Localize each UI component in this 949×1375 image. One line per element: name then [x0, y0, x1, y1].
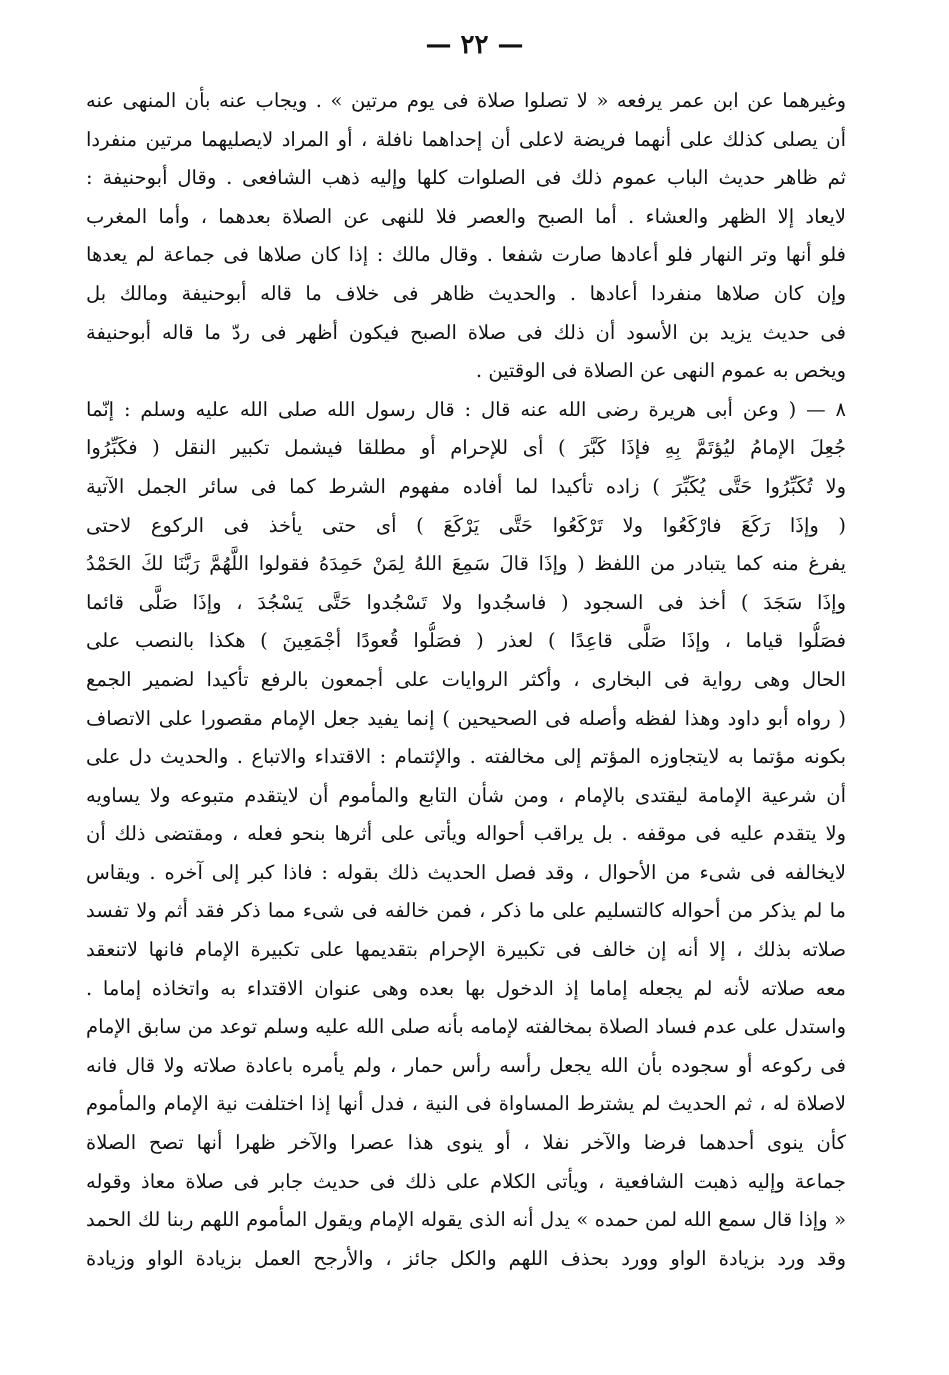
text-line: فى حديث يزيد بن الأسود أن ذلك فى صلاة الصبح فيكون أظهر فى ردّ ما قاله أبوحنيفة — [86, 320, 846, 344]
text-line: ( رواه أبو داود وهذا لفظه وأصله فى الصحيحين ) إنما يفيد جعل الإمام مقصورا على الاتصاف — [86, 706, 846, 730]
text-line: ( وإذَا رَكَعَ فارْكَعُوا ولا تَرْكَعُوا حَتَّى يَرْكَعَ ) أى حتى يأخذ فى الركوع لاحتى — [86, 513, 846, 537]
text-line: وغيرهما عن ابن عمر يرفعه « لا تصلوا صلاة فى يوم مرتين » . ويجاب عنه بأن المنهى عنه — [86, 89, 846, 112]
body-text — [86, 82, 846, 1278]
text-line: فى ركوعه أو سجوده بأن الله يجعل رأسه رأس حمار ، ولم يأمره باعادة صلاته ولا قال فانه — [86, 1053, 846, 1077]
text-line: وإذَا سَجَدَ ) أخذ فى السجود ( فاسجُدوا ولا تَسْجُدوا حَتَّى يَسْجُدَ ، وإذَا صَلَّى قائما — [86, 590, 846, 614]
text-line: فلو أنها وتر النهار فلو أعادها صارت شفعا . وقال مالك : إذا كان صلاها فى جماعة لم يعدها — [86, 243, 846, 267]
text-line: ولا يتقدم عليه فى موقفه . بل يراقب أحواله ويأتى على أثرها بنحو فعله ، ومقتضى ذلك أن — [86, 822, 846, 846]
text-line: لاصلاة له ، ثم الحديث لم يشترط المساواة فى النية ، فدل أنها إذا اختلفت نية الإمام والمأموم — [86, 1092, 846, 1116]
text-line: وإن كان صلاها منفردا أعادها . والحديث ظاهر فى خلاف ما قاله أبوحنيفة ومالك بل — [86, 281, 846, 305]
text-line: صلاته بذلك ، إلا أنه إن خالف فى تكبيرة الإحرام بتقديمها على تكبيرة الإمام فانها لاتنعقد — [86, 938, 846, 962]
text-line: معه صلاته لأنه لم يجعله إماما إذ الدخول بها بعده وهى عنوان الاقتداء به واتخاذه إماما . — [86, 976, 846, 1000]
text-line: بكونه مؤتما به لايتجاوزه المؤتم إلى مخالفته . والإئتمام : الاقتداء والاتباع . والحديث دل على — [86, 745, 846, 769]
text-line: واستدل على عدم فساد الصلاة بمخالفته لإمامه بأنه صلى الله عليه وسلم توعد من سابق الإمام — [86, 1015, 846, 1039]
text-line: جُعِلَ الإمامُ ليُؤتَمَّ بِهِ فإذَا كَبَّرَ ) أى للإحرام أو مطلقا فيشمل تكبير النقل ( فكَبِّرُوا — [86, 436, 846, 460]
page-number: — ٢٢ — — [425, 30, 524, 60]
text-line: أن شرعية الإمامة ليقتدى بالإمام ، ومن شأن التابع والمأموم أن لايتقدم متبوعه ولا يساويه — [86, 783, 846, 807]
text-line: وقد ورد بزيادة الواو وورد بحذف اللهم والكل جائز ، والأرجح العمل بزيادة الواو وزيادة — [86, 1246, 846, 1270]
text-line: لايعاد إلا الظهر والعشاء . أما الصبح والعصر فلا للنهى عن الصلاة بعدهما ، وأما المغرب — [86, 204, 846, 228]
text-line: لايخالفه فى شىء من الأحوال ، وقد فصل الحديث ذلك بقوله : فاذا كبر إلى آخره . ويقاس — [86, 860, 846, 884]
text-line: ولا تُكَبِّرُوا حَتَّى يُكَبِّرَ ) زاده تأكيدا لما أفاده مفهوم الشرط كما فى سائر الجمل الآتية — [86, 474, 846, 498]
text-line: « وإذا قال سمع الله لمن حمده » يدل أنه الذى يقوله الإمام ويقول المأموم اللهم ربنا لك الحمد — [86, 1208, 846, 1232]
text-line: يفرغ منه كما يتبادر من اللفظ ( وإذَا قالَ سَمِعَ اللهُ لِمَنْ حَمِدَهُ فقولوا اللَّهُمَّ رَبَّنَا لكَ الحَمْدُ — [86, 552, 846, 576]
text-line: ٨ — ( وعن أبى هريرة رضى الله عنه قال : قال رسول الله صلى الله عليه وسلم : إنّما — [86, 397, 846, 421]
text-line: الحال وهى رواية فى البخارى ، وأكثر الروايات على أجمعون بالرفع تأكيدا لضمير الجمع — [86, 667, 846, 691]
text-line: ويخص به عموم النهى عن الصلاة فى الوقتين . — [475, 359, 846, 383]
text-line: ما لم يذكر من أحواله كالتسليم على ما ذكر ، فمن خالفه فى شىء مما ذكر فقد أثم ولا تفسد — [86, 899, 846, 923]
text-line: أن يصلى كذلك على أنهما فريضة لاعلى أن إحداهما نافلة ، أو المراد لايصليهما مرتين منفردا — [86, 127, 846, 151]
text-line: جماعة وإليه ذهبت الشافعية ، ويأتى الكلام على ذلك فى حديث جابر فى صلاة معاذ وقوله — [86, 1169, 846, 1193]
text-line: فصَلُّوا قياما ، وإذَا صَلَّى قاعِدًا ) لعذر ( فصَلُّوا قُعودًا أجْمَعِينَ ) هكذا بالنصب على — [86, 629, 846, 653]
text-line: كأن ينوى أحدهما فرضا والآخر نفلا ، أو ينوى هذا عصرا والآخر ظهرا أنها تصح الصلاة — [86, 1131, 846, 1155]
text-line: ثم ظاهر حديث الباب عموم ذلك فى الصلوات كلها وإليه ذهب الشافعى . وقال أبوحنيفة : — [86, 166, 846, 190]
